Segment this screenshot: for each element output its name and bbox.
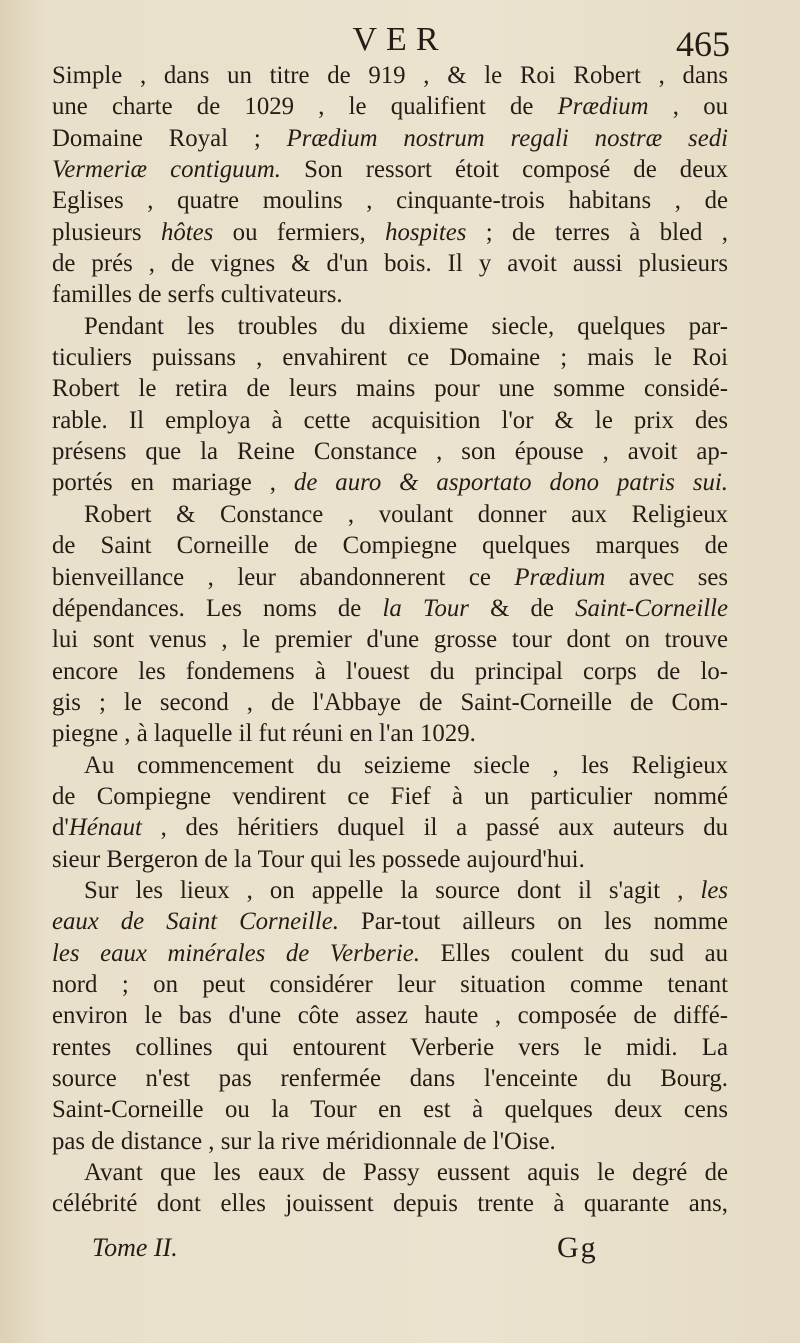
text-line: Avant que les eaux de Passy eussent aquis le degré de <box>84 1159 728 1187</box>
text-line: Robert & Constance , voulant donner aux Religieux <box>84 500 728 528</box>
text-line: source n'est pas renfermée dans l'enceinte du Bourg. <box>52 1065 728 1092</box>
running-head: VER <box>352 21 448 58</box>
text-line: Domaine Royal ; Prædium nostrum regali nostræ sedi <box>52 124 728 152</box>
page-footer <box>92 1230 612 1270</box>
text-line: eaux de Saint Corneille. Par-tout ailleurs on les nomme <box>52 908 728 936</box>
text-line: rentes collines qui entourent Verberie vers le midi. La <box>52 1033 728 1061</box>
text-line: dépendances. Les noms de la Tour & de Saint-Corneille <box>52 594 728 622</box>
text-line: gis ; le second , de l'Abbaye de Saint-Corneille de Com- <box>52 688 728 716</box>
volume-label: Tome II. <box>92 1233 178 1262</box>
text-line: Simple , dans un titre de 919 , & le Roi Robert , dans <box>52 62 728 89</box>
text-line: environ le bas d'une côte assez haute , composée de diffé- <box>52 1002 728 1030</box>
text-line: Au commencement du seizieme siecle , les Religieux <box>84 751 728 779</box>
text-line: Pendant les troubles du dixieme siecle, quelques par- <box>84 312 728 340</box>
text-line: célébrité dont elles jouissent depuis trente à quarante ans, <box>52 1190 728 1218</box>
text-line: pas de distance , sur la rive méridionnale de l'Oise. <box>52 1127 556 1155</box>
text-line: encore les fondemens à l'ouest du principal corps de lo- <box>52 657 728 685</box>
text-line: présens que la Reine Constance , son épouse , avoit ap- <box>52 438 728 466</box>
signature-mark: Gg <box>557 1231 598 1264</box>
text-line: Robert le retira de leurs mains pour une somme considé- <box>52 375 728 403</box>
text-line: Vermeriæ contiguum. Son ressort étoit composé de deux <box>52 156 728 184</box>
text-line: nord ; on peut considérer leur situation comme tenant <box>52 970 728 998</box>
text-line: une charte de 1029 , le qualifient de Prædium , ou <box>52 93 728 121</box>
text-line: lui sont venus , le premier d'une grosse tour dont on trouve <box>52 626 728 654</box>
text-line: Saint-Corneille ou la Tour en est à quelques deux cens <box>52 1096 728 1124</box>
text-line: de Saint Corneille de Compiegne quelques marques de <box>52 532 728 560</box>
text-line: rable. Il employa à cette acquisition l'or & le prix des <box>52 406 728 434</box>
text-line: d'Hénaut , des héritiers duquel il a passé aux auteurs du <box>52 814 728 842</box>
text-line: bienveillance , leur abandonnerent ce Prædium avec ses <box>52 563 728 591</box>
body-text <box>52 60 728 1220</box>
text-line: familles de serfs cultivateurs. <box>52 281 343 309</box>
text-line: de prés , de vignes & d'un bois. Il y avoit aussi plusieurs <box>52 250 728 278</box>
text-line: Sur les lieux , on appelle la source dont il s'agit , les <box>84 876 728 904</box>
text-line: portés en mariage , de auro & asportato dono patris sui. <box>52 469 728 497</box>
page-number: 465 <box>676 24 730 64</box>
text-line: sieur Bergeron de la Tour qui les possede aujourd'hui. <box>52 845 585 873</box>
text-line: ticuliers puissans , envahirent ce Domaine ; mais le Roi <box>52 344 728 372</box>
text-line: plusieurs hôtes ou fermiers, hospites ; de terres à bled , <box>52 218 728 246</box>
text-line: Eglises , quatre moulins , cinquante-trois habitans , de <box>52 187 728 215</box>
text-line: de Compiegne vendirent ce Fief à un particulier nommé <box>52 782 728 810</box>
text-line: piegne , à laquelle il fut réuni en l'an 1029. <box>52 720 476 748</box>
text-line: les eaux minérales de Verberie. Elles coulent du sud au <box>52 939 728 967</box>
